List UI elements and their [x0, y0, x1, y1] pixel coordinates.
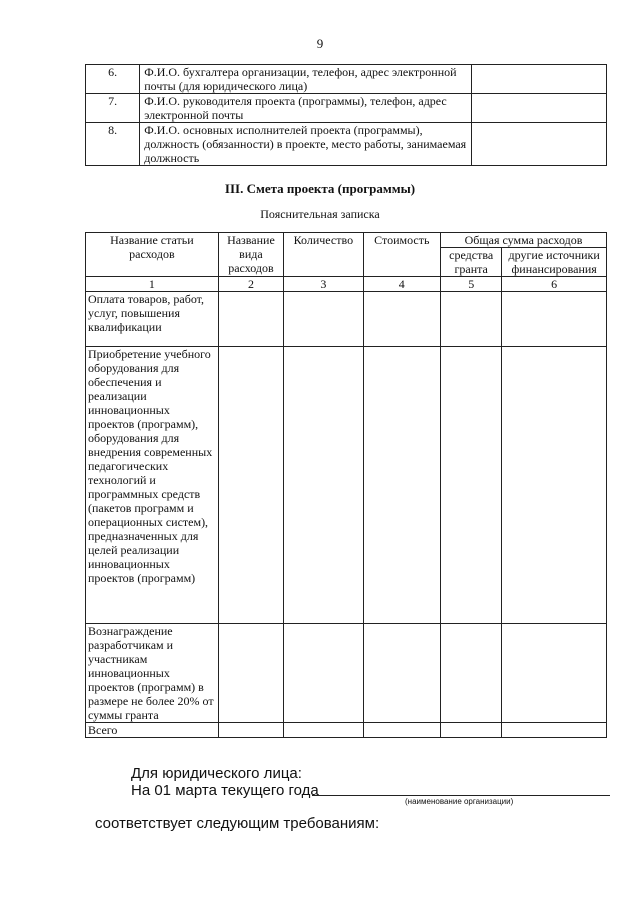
empty-cell	[284, 723, 363, 738]
header-quantity: Количество	[284, 233, 363, 277]
empty-cell	[502, 624, 607, 723]
expense-name: Вознаграждение разработчикам и участникам инновационных проектов (программ) в размере не более 20% от суммы гранта	[86, 624, 219, 723]
organization-name-caption: (наименование организации)	[405, 797, 514, 806]
column-number-row	[86, 277, 607, 292]
header-grant: средства гранта	[441, 248, 502, 277]
column-number: 1	[86, 277, 219, 292]
table-row	[86, 624, 607, 723]
empty-cell	[284, 624, 363, 723]
empty-cell	[218, 624, 283, 723]
header-total: Общая сумма расходов	[441, 233, 607, 248]
column-number: 2	[218, 277, 283, 292]
row-value	[472, 94, 607, 123]
note-title: Пояснительная записка	[260, 207, 380, 221]
row-value	[472, 123, 607, 166]
column-number: 3	[284, 277, 363, 292]
empty-cell	[441, 624, 502, 723]
page-number: 9	[316, 36, 324, 51]
section-heading: III. Смета проекта (программы)	[224, 181, 416, 196]
empty-cell	[218, 347, 283, 624]
empty-cell	[363, 292, 440, 347]
empty-cell	[502, 723, 607, 738]
budget-table	[85, 232, 607, 738]
total-row	[86, 723, 607, 738]
row-number: 7.	[86, 94, 140, 123]
legal-entity-label: Для юридического лица:	[131, 765, 302, 782]
table-row	[86, 347, 607, 624]
row-number: 6.	[86, 65, 140, 94]
expense-name: Приобретение учебного оборудования для обеспечения и реализации инновационных проектов (программ), оборудования для внедрения современных педагогических технологий и программных средств (пакетов программ и операционных систем), предназначенных для целей реализации инновационных проектов (программ)	[86, 347, 219, 624]
empty-cell	[502, 292, 607, 347]
row-number: 8.	[86, 123, 140, 166]
empty-cell	[441, 723, 502, 738]
total-label: Всего	[86, 723, 219, 738]
empty-cell	[284, 292, 363, 347]
header-other-sources: другие источники финансирования	[502, 248, 607, 277]
empty-cell	[284, 347, 363, 624]
empty-cell	[502, 347, 607, 624]
header-row	[86, 233, 607, 248]
table-row	[86, 65, 607, 94]
info-table	[85, 64, 607, 166]
requirements-text: соответствует следующим требованиям:	[95, 815, 380, 832]
header-expense-type: Название вида расходов	[218, 233, 283, 277]
empty-cell	[218, 723, 283, 738]
empty-cell	[441, 347, 502, 624]
row-text: Ф.И.О. руководителя проекта (программы), телефон, адрес электронной почты	[140, 94, 472, 123]
row-text: Ф.И.О. основных исполнителей проекта (программы), должность (обязанности) в проекте, место работы, занимаемая должность	[140, 123, 472, 166]
table-row	[86, 94, 607, 123]
row-text: Ф.И.О. бухгалтера организации, телефон, адрес электронной почты (для юридического лица)	[140, 65, 472, 94]
date-label: На 01 марта текущего года	[131, 782, 319, 799]
empty-cell	[363, 347, 440, 624]
column-number: 6	[502, 277, 607, 292]
empty-cell	[363, 624, 440, 723]
empty-cell	[363, 723, 440, 738]
empty-cell	[218, 292, 283, 347]
header-cost: Стоимость	[363, 233, 440, 277]
row-value	[472, 65, 607, 94]
header-expense-name: Название статьи расходов	[86, 233, 219, 277]
column-number: 4	[363, 277, 440, 292]
empty-cell	[441, 292, 502, 347]
column-number: 5	[441, 277, 502, 292]
table-row	[86, 123, 607, 166]
expense-name: Оплата товаров, работ, услуг, повышения квалификации	[86, 292, 219, 347]
organization-name-field[interactable]	[312, 795, 610, 796]
table-row	[86, 292, 607, 347]
